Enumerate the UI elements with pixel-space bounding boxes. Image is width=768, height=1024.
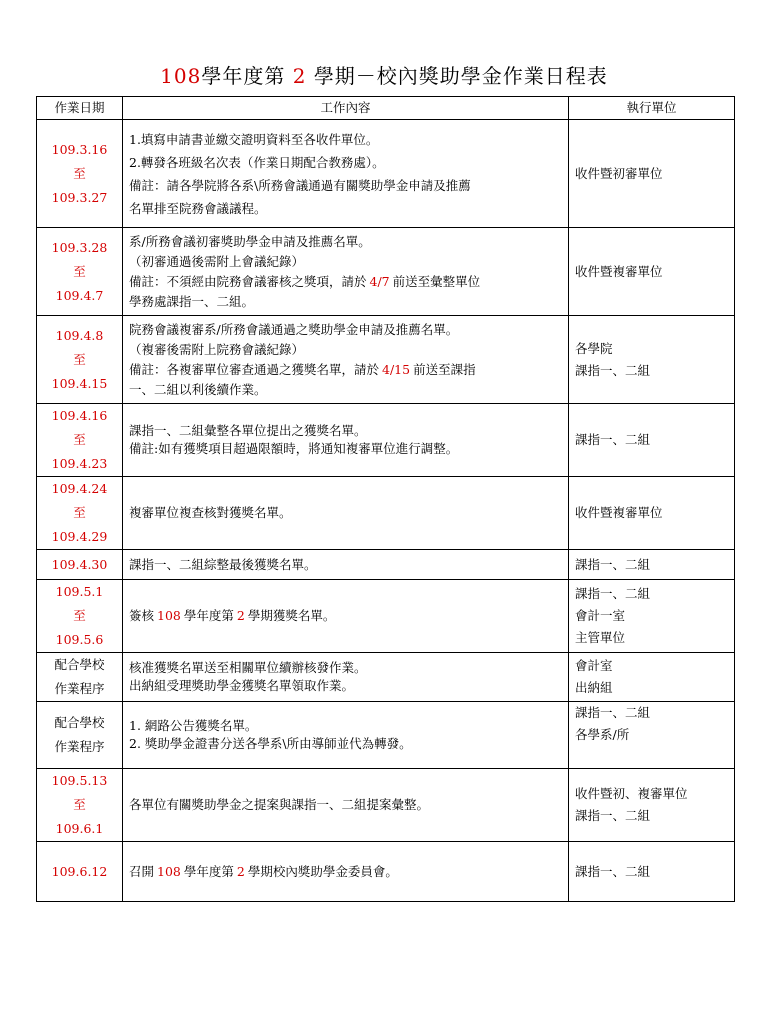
unit-cell [569, 316, 735, 404]
work-line [129, 863, 564, 881]
header-date: 作業日期 [37, 97, 123, 120]
work-line [129, 320, 564, 340]
date-cell [37, 550, 123, 580]
date-cell [37, 580, 123, 653]
date-text: 109.5.13 [51, 773, 108, 788]
work-cell [123, 580, 569, 653]
page-title [0, 60, 768, 89]
table-row [37, 550, 735, 580]
header-work: 工作內容 [123, 97, 569, 120]
unit-text: 收件暨複審單位 [575, 505, 663, 520]
work-line [129, 380, 564, 400]
work-text: 召開 [129, 863, 155, 879]
unit-text: 課指一、二組 [575, 556, 651, 572]
work-line [129, 360, 564, 380]
table-row [37, 769, 735, 842]
unit-text: 課指一、二組 [575, 586, 651, 601]
work-text: 課指一、二組綜整最後獲獎名單。 [129, 556, 317, 572]
date-text: 109.3.27 [51, 189, 108, 205]
date-text: 109.5.6 [55, 632, 104, 647]
work-cell [123, 404, 569, 477]
unit-cell [569, 228, 735, 316]
date-cell [37, 404, 123, 477]
unit-text: 收件暨初、複審單位 [575, 786, 688, 801]
highlight-text: 2 [236, 608, 245, 623]
unit-cell [569, 120, 735, 228]
date-cell [37, 316, 123, 404]
date-text: 至 [73, 608, 86, 623]
work-text: 一、二組以利後續作業。 [129, 381, 267, 397]
work-cell [123, 550, 569, 580]
date-cell [37, 477, 123, 550]
date-text: 至 [73, 263, 86, 279]
date-text: 配合學校 [54, 657, 105, 672]
work-line [129, 717, 564, 735]
work-text: 課指一、二組彙整各單位提出之獲獎名單。 [129, 423, 367, 438]
work-text: 學年度第 [183, 608, 234, 623]
date-text: 作業程序 [54, 681, 105, 696]
table-header-row [37, 97, 735, 120]
date-text: 109.3.16 [51, 141, 108, 157]
table-row [37, 120, 735, 228]
table-row [37, 842, 735, 902]
unit-text: 課指一、二組 [575, 808, 651, 823]
work-cell [123, 316, 569, 404]
unit-text: 各學系/所 [575, 727, 630, 742]
table-row [37, 702, 735, 769]
table-row [37, 653, 735, 702]
schedule-table [36, 96, 735, 902]
date-text: 至 [73, 351, 86, 367]
work-text: 前送至彙整單位 [392, 273, 481, 289]
work-cell [123, 769, 569, 842]
work-line [129, 607, 564, 625]
work-text: 1.填寫申請書並繳交證明資料至各收件單位。 [129, 131, 379, 147]
highlight-text: 2 [236, 863, 245, 879]
date-cell [37, 653, 123, 702]
unit-cell [569, 842, 735, 902]
unit-text: 課指一、二組 [575, 863, 651, 879]
work-line [129, 252, 564, 272]
table-row [37, 477, 735, 550]
work-line [129, 128, 564, 151]
work-text: 院務會議複審系/所務會議通過之獎助學金申請及推薦名單。 [129, 321, 459, 337]
date-text: 109.4.23 [51, 456, 108, 471]
work-text: 備註:如有獲獎項目超過限額時，將通知複審單位進行調整。 [129, 441, 459, 456]
title-semester: 2 [292, 64, 307, 88]
unit-text: 課指一、二組 [575, 705, 651, 720]
highlight-text: 4/15 [382, 361, 411, 377]
work-line [129, 659, 564, 677]
date-cell [37, 842, 123, 902]
date-cell [37, 702, 123, 769]
date-cell [37, 228, 123, 316]
unit-cell [569, 404, 735, 477]
work-line [129, 422, 564, 440]
highlight-text: 108 [157, 608, 181, 623]
unit-text: 主管單位 [575, 630, 626, 645]
unit-text: 出納組 [575, 680, 613, 695]
work-text: （複審後需附上院務會議紀錄） [129, 341, 305, 357]
unit-cell [569, 580, 735, 653]
work-cell [123, 228, 569, 316]
work-text: （初審通過後需附上會議紀錄） [129, 253, 305, 269]
date-cell [37, 769, 123, 842]
work-cell [123, 477, 569, 550]
work-line [129, 292, 564, 312]
unit-text: 課指一、二組 [575, 362, 651, 378]
table-row [37, 580, 735, 653]
title-year: 108 [160, 64, 202, 88]
work-text: 前送至課指 [413, 361, 476, 377]
work-text: 備註：各複審單位審查通過之獲獎名單，請於 [129, 361, 380, 377]
work-line [129, 504, 564, 522]
date-text: 109.4.8 [55, 327, 104, 343]
work-cell [123, 842, 569, 902]
unit-text: 課指一、二組 [575, 432, 651, 447]
unit-text: 收件暨複審單位 [575, 263, 663, 279]
work-text: 名單排至院務會議議程。 [129, 200, 267, 216]
table-row [37, 228, 735, 316]
work-line [129, 735, 564, 753]
header-unit: 執行單位 [569, 97, 735, 120]
unit-cell [569, 653, 735, 702]
date-cell [37, 120, 123, 228]
date-text: 109.3.28 [51, 239, 108, 255]
unit-cell [569, 477, 735, 550]
table-body [37, 120, 735, 902]
unit-cell [569, 769, 735, 842]
date-text: 配合學校 [54, 715, 105, 730]
work-line [129, 174, 564, 197]
date-text: 109.4.7 [55, 287, 104, 303]
unit-text: 會計室 [575, 658, 613, 673]
work-text: 學期校內獎助學金委員會。 [247, 863, 398, 879]
work-text: 2. 獎助學金證書分送各學系\所由導師並代為轉發。 [129, 736, 412, 751]
unit-cell [569, 702, 735, 769]
highlight-text: 108 [157, 863, 181, 879]
work-text: 備註：請各學院將各系\所務會議通過有關獎助學金申請及推薦 [129, 177, 471, 193]
date-text: 109.4.30 [51, 556, 108, 572]
work-line [129, 340, 564, 360]
table-row [37, 316, 735, 404]
work-line [129, 677, 564, 695]
work-text: 學務處課指一、二組。 [129, 293, 255, 309]
unit-text: 各學院 [575, 340, 613, 356]
unit-cell [569, 550, 735, 580]
work-line [129, 272, 564, 292]
unit-text: 收件暨初審單位 [575, 165, 663, 181]
date-text: 109.4.24 [51, 481, 108, 496]
date-text: 109.6.12 [51, 863, 108, 879]
date-text: 109.4.16 [51, 408, 108, 423]
work-text: 學期獲獎名單。 [247, 608, 336, 623]
work-text: 系/所務會議初審獎助學金申請及推薦名單。 [129, 233, 371, 249]
table-row [37, 404, 735, 477]
work-cell [123, 653, 569, 702]
work-text: 1. 網路公告獲獎名單。 [129, 718, 258, 733]
work-line [129, 197, 564, 220]
highlight-text: 4/7 [369, 273, 390, 289]
date-text: 109.6.1 [55, 821, 104, 836]
work-text: 2.轉發各班級名次表（作業日期配合教務處）。 [129, 154, 385, 170]
date-text: 作業程序 [54, 739, 105, 754]
work-line [129, 151, 564, 174]
title-part: 學期－校內獎助學金作業日程表 [313, 64, 608, 88]
work-text: 複審單位複查核對獲獎名單。 [129, 505, 292, 520]
work-text: 各單位有關獎助學金之提案與課指一、二組提案彙整。 [129, 797, 430, 812]
work-text: 簽核 [129, 608, 155, 623]
work-text: 備註：不須經由院務會議審核之獎項，請於 [129, 273, 367, 289]
work-line [129, 232, 564, 252]
work-cell [123, 120, 569, 228]
unit-text: 會計一室 [575, 608, 626, 623]
unit-text [575, 746, 730, 768]
work-text: 核准獲獎名單送至相關單位續辦核發作業。 [129, 660, 367, 675]
date-text: 109.5.1 [55, 584, 104, 599]
date-text: 至 [73, 797, 86, 812]
date-text: 至 [73, 505, 86, 520]
work-line [129, 556, 564, 574]
work-line [129, 796, 564, 814]
date-text: 109.4.15 [51, 375, 108, 391]
title-part: 學年度第 [201, 64, 286, 88]
date-text: 109.4.29 [51, 529, 108, 544]
work-text: 學年度第 [183, 863, 234, 879]
work-cell [123, 702, 569, 769]
date-text: 至 [73, 165, 86, 181]
work-text: 出納組受理獎助學金獲獎名單領取作業。 [129, 678, 355, 693]
work-line [129, 440, 564, 458]
date-text: 至 [73, 432, 86, 447]
